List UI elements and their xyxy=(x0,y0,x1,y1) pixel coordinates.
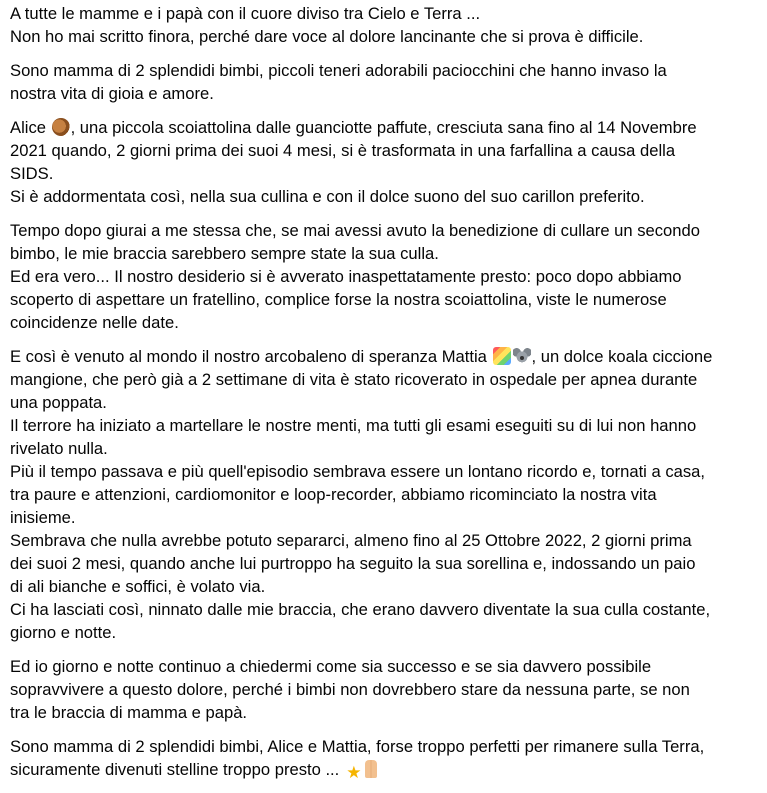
text-line xyxy=(10,735,762,758)
post-paragraph xyxy=(10,219,762,334)
text-segment: di ali bianche e soffici, è volato via. xyxy=(10,577,266,596)
post-paragraph xyxy=(10,655,762,724)
text-line xyxy=(10,758,762,782)
text-line xyxy=(10,2,762,25)
text-line xyxy=(10,678,762,701)
post-text xyxy=(10,2,762,793)
text-segment: giorno e notte. xyxy=(10,623,117,642)
text-segment: tra le braccia di mamma e papà. xyxy=(10,703,248,722)
text-line xyxy=(10,621,762,644)
post-paragraph xyxy=(10,2,762,48)
text-line xyxy=(10,116,762,139)
post-paragraph xyxy=(10,735,762,782)
text-segment: E così è venuto al mondo il nostro arcobaleno di speranza Mattia xyxy=(10,347,492,366)
text-segment: Il terrore ha iniziato a martellare le nostre menti, ma tutti gli esami eseguiti su di lui non hanno xyxy=(10,416,697,435)
text-segment: Più il tempo passava e più quell'episodio sembrava essere un lontano ricordo e, tornati a casa, xyxy=(10,462,705,481)
text-line xyxy=(10,82,762,105)
text-line xyxy=(10,483,762,506)
text-line xyxy=(10,506,762,529)
text-segment: scoperto di aspettare un fratellino, complice forse la nostra scoiattolina, viste le numerose xyxy=(10,290,667,309)
text-segment: Ed era vero... Il nostro desiderio si è avverato inaspettatamente presto: poco dopo abbiamo xyxy=(10,267,682,286)
text-segment: Ci ha lasciati così, ninnato dalle mie braccia, che erano davvero diventate la sua culla costante, xyxy=(10,600,711,619)
text-line xyxy=(10,414,762,437)
text-line xyxy=(10,185,762,208)
text-segment: 2021 quando, 2 giorni prima dei suoi 4 mesi, si è trasformata in una farfallina a causa della xyxy=(10,141,676,160)
rainbow-icon xyxy=(493,347,511,365)
hands-icon xyxy=(365,760,377,778)
text-line xyxy=(10,552,762,575)
text-segment: inisieme. xyxy=(10,508,76,527)
text-segment: Si è addormentata così, nella sua cullina e con il dolce suono del suo carillon preferito. xyxy=(10,187,645,206)
post-paragraph xyxy=(10,116,762,208)
text-line xyxy=(10,598,762,621)
text-segment: bimbo, le mie braccia sarebbero sempre state la sua culla. xyxy=(10,244,439,263)
text-segment: dei suoi 2 mesi, quando anche lui purtroppo ha seguito la sua sorellina e, indossando un paio xyxy=(10,554,696,573)
text-segment: rivelato nulla. xyxy=(10,439,108,458)
text-segment: Non ho mai scritto finora, perché dare voce al dolore lancinante che si prova è difficile. xyxy=(10,27,644,46)
text-segment: una poppata. xyxy=(10,393,107,412)
text-line xyxy=(10,460,762,483)
text-line xyxy=(10,219,762,242)
text-line xyxy=(10,288,762,311)
post-paragraph xyxy=(10,59,762,105)
text-segment: mangione, che però già a 2 settimane di vita è stato ricoverato in ospedale per apnea durante xyxy=(10,370,698,389)
star-icon: ★ xyxy=(346,763,362,782)
text-line xyxy=(10,368,762,391)
text-line xyxy=(10,265,762,288)
text-line xyxy=(10,139,762,162)
text-line xyxy=(10,242,762,265)
text-segment: Sembrava che nulla avrebbe potuto separarci, almeno fino al 25 Ottobre 2022, 2 giorni prima xyxy=(10,531,692,550)
text-line xyxy=(10,701,762,724)
text-line xyxy=(10,311,762,334)
text-segment: nostra vita di gioia e amore. xyxy=(10,84,214,103)
text-segment: A tutte le mamme e i papà con il cuore diviso tra Cielo e Terra ... xyxy=(10,4,481,23)
text-line xyxy=(10,437,762,460)
text-line xyxy=(10,162,762,185)
text-line xyxy=(10,655,762,678)
text-segment: SIDS. xyxy=(10,164,54,183)
text-segment: sicuramente divenuti stelline troppo presto ... xyxy=(10,760,344,779)
text-segment: , un dolce koala ciccione xyxy=(531,347,713,366)
koala-icon xyxy=(513,347,531,365)
post-paragraph xyxy=(10,345,762,644)
text-segment: Alice xyxy=(10,118,51,137)
text-segment: Sono mamma di 2 splendidi bimbi, piccoli teneri adorabili paciocchini che hanno invaso la xyxy=(10,61,667,80)
text-segment: coincidenze nelle date. xyxy=(10,313,179,332)
text-line xyxy=(10,59,762,82)
text-line xyxy=(10,391,762,414)
text-line xyxy=(10,575,762,598)
text-segment: Sono mamma di 2 splendidi bimbi, Alice e Mattia, forse troppo perfetti per rimanere sulla Terra, xyxy=(10,737,705,756)
text-segment: Ed io giorno e notte continuo a chiedermi come sia successo e se sia davvero possibile xyxy=(10,657,652,676)
text-line xyxy=(10,345,762,368)
text-segment: Tempo dopo giurai a me stessa che, se mai avessi avuto la benedizione di cullare un secondo xyxy=(10,221,700,240)
text-line xyxy=(10,25,762,48)
text-segment: tra paure e attenzioni, cardiomonitor e loop-recorder, abbiamo ricominciato la nostra vita xyxy=(10,485,657,504)
text-line xyxy=(10,529,762,552)
text-segment: sopravvivere a questo dolore, perché i bimbi non dovrebbero stare da nessuna parte, se non xyxy=(10,680,690,699)
text-segment: , una piccola scoiattolina dalle guanciotte paffute, cresciuta sana fino al 14 Novembre xyxy=(70,118,697,137)
squirrel-icon xyxy=(52,118,70,136)
